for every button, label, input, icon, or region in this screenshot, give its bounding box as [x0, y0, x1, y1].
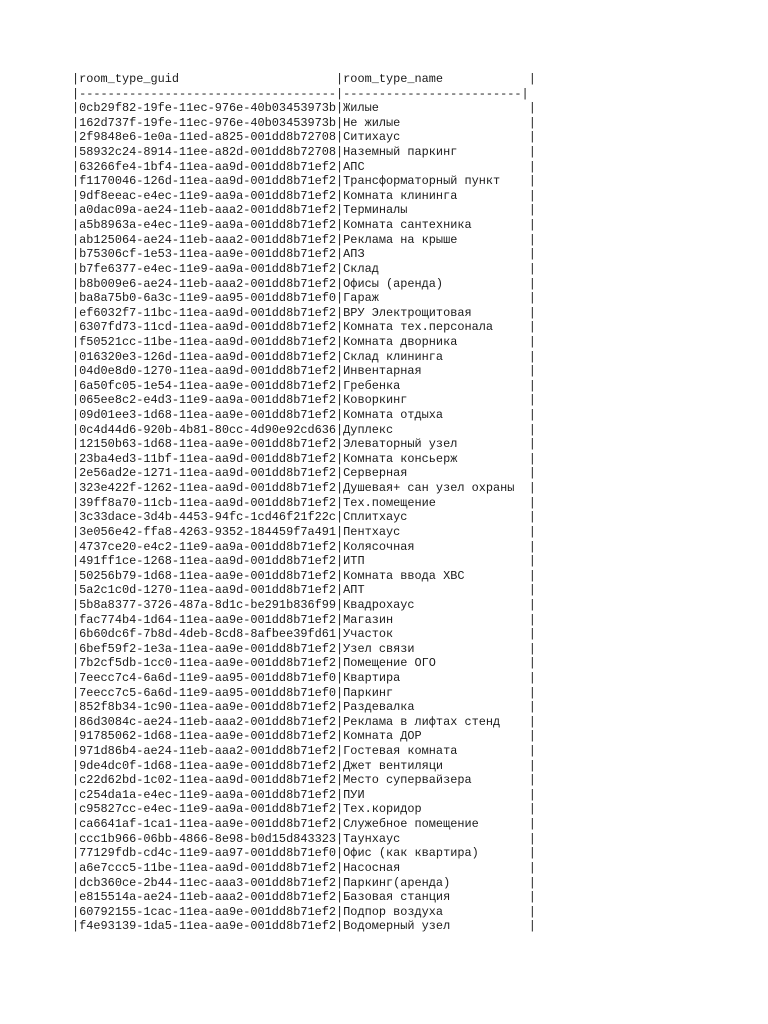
cell-room-type-guid: 162d737f-19fe-11ec-976e-40b03453973b — [79, 115, 337, 130]
cell-room-type-guid: e815514a-ae24-11eb-aaa2-001dd8b71ef2 — [79, 890, 337, 905]
table-row: |6b60dc6f-7b8d-4deb-8cd8-8afbee39fd61|Участок | — [72, 627, 536, 642]
cell-room-type-name: Пентхаус — [343, 524, 529, 539]
cell-room-type-name: Комната консьерж — [343, 451, 529, 466]
table-row: |7b2cf5db-1cc0-11ea-aa9e-001dd8b71ef2|Помещение ОГО | — [72, 656, 536, 671]
cell-room-type-guid: b75306cf-1e53-11ea-aa9e-001dd8b71ef2 — [79, 247, 337, 262]
cell-room-type-guid: 2f9848e6-1e0a-11ed-a825-001dd8b72708 — [79, 130, 337, 145]
cell-room-type-name: Квадрохаус — [343, 597, 529, 612]
table-row: |016320e3-126d-11ea-aa9d-001dd8b71ef2|Склад клининга | — [72, 349, 536, 364]
cell-room-type-guid: 852f8b34-1c90-11ea-aa9e-001dd8b71ef2 — [79, 700, 337, 715]
cell-room-type-guid: 9df8eeac-e4ec-11e9-aa9a-001dd8b71ef2 — [79, 188, 337, 203]
table-row: |7eecc7c4-6a6d-11e9-aa95-001dd8b71ef0|Квартира | — [72, 670, 536, 685]
column-header-name: room_type_name — [343, 72, 529, 86]
cell-room-type-name: Инвентарная — [343, 364, 529, 379]
cell-room-type-guid: 91785062-1d68-11ea-aa9e-001dd8b71ef2 — [79, 729, 337, 744]
cell-room-type-guid: 6bef59f2-1e3a-11ea-aa9e-001dd8b71ef2 — [79, 641, 337, 656]
table-row: |23ba4ed3-11bf-11ea-aa9d-001dd8b71ef2|Комната консьерж | — [72, 451, 536, 466]
cell-room-type-guid: c95827cc-e4ec-11e9-aa9a-001dd8b71ef2 — [79, 802, 337, 817]
cell-room-type-guid: 4737ce20-e4c2-11e9-aa9a-001dd8b71ef2 — [79, 539, 337, 554]
cell-room-type-name: Терминалы — [343, 203, 529, 218]
cell-room-type-name: АПТ — [343, 583, 529, 598]
cell-room-type-guid: 39ff8a70-11cb-11ea-aa9d-001dd8b71ef2 — [79, 495, 337, 510]
cell-room-type-name: ПУИ — [343, 787, 529, 802]
table-row: |3c33dace-3d4b-4453-94fc-1cd46f21f22c|Сплитхаус | — [72, 510, 536, 525]
cell-room-type-guid: 2e56ad2e-1271-11ea-aa9d-001dd8b71ef2 — [79, 466, 337, 481]
table-row: |9df8eeac-e4ec-11e9-aa9a-001dd8b71ef2|Комната клининга | — [72, 188, 536, 203]
column-header-guid: room_type_guid — [79, 72, 337, 86]
cell-room-type-name: Жилые — [343, 101, 529, 116]
cell-room-type-guid: ba8a75b0-6a3c-11e9-aa95-001dd8b71ef0 — [79, 291, 337, 306]
table-row: |9de4dc0f-1d68-11ea-aa9e-001dd8b71ef2|Джет вентиляци | — [72, 758, 536, 773]
cell-room-type-guid: 065ee8c2-e4d3-11e9-aa9a-001dd8b71ef2 — [79, 393, 337, 408]
cell-room-type-name: ВРУ Электрощитовая — [343, 305, 529, 320]
cell-room-type-name: Офисы (аренда) — [343, 276, 529, 291]
cell-room-type-name: Гостевая комната — [343, 744, 529, 759]
cell-room-type-guid: a0dac09a-ae24-11eb-aaa2-001dd8b71ef2 — [79, 203, 337, 218]
table-row: |162d737f-19fe-11ec-976e-40b03453973b|Не жилые | — [72, 115, 536, 130]
cell-room-type-name: Комната дворника — [343, 334, 529, 349]
cell-room-type-guid: 58932c24-8914-11ee-a82d-001dd8b72708 — [79, 145, 337, 160]
cell-room-type-guid: 5a2c1c0d-1270-11ea-aa9d-001dd8b71ef2 — [79, 583, 337, 598]
cell-room-type-name: Комната сантехника — [343, 218, 529, 233]
cell-room-type-guid: 7b2cf5db-1cc0-11ea-aa9e-001dd8b71ef2 — [79, 656, 337, 671]
cell-room-type-guid: f50521cc-11be-11ea-aa9d-001dd8b71ef2 — [79, 334, 337, 349]
table-row: |63266fe4-1bf4-11ea-aa9d-001dd8b71ef2|АПС | — [72, 159, 536, 174]
cell-room-type-name: Базовая станция — [343, 890, 529, 905]
cell-room-type-name: Комната ввода ХВС — [343, 568, 529, 583]
table-row: |5b8a8377-3726-487a-8d1c-be291b836f99|Квадрохаус | — [72, 597, 536, 612]
cell-room-type-name: Душевая+ сан узел охраны — [343, 481, 529, 496]
cell-room-type-name: Тех.коридор — [343, 802, 529, 817]
table-row: |b7fe6377-e4ec-11e9-aa9a-001dd8b71ef2|Склад | — [72, 261, 536, 276]
cell-room-type-name: Реклама в лифтах стенд — [343, 714, 529, 729]
cell-room-type-guid: 6b60dc6f-7b8d-4deb-8cd8-8afbee39fd61 — [79, 627, 337, 642]
table-row: |0cb29f82-19fe-11ec-976e-40b03453973b|Жилые | — [72, 101, 536, 116]
cell-room-type-name: Наземный паркинг — [343, 145, 529, 160]
cell-room-type-name: Насосная — [343, 860, 529, 875]
cell-room-type-guid: 0cb29f82-19fe-11ec-976e-40b03453973b — [79, 101, 337, 116]
table-row: |ca6641af-1ca1-11ea-aa9e-001dd8b71ef2|Служебное помещение | — [72, 817, 536, 832]
cell-room-type-name: Место супервайзера — [343, 773, 529, 788]
cell-room-type-name: Коворкинг — [343, 393, 529, 408]
table-row: |2f9848e6-1e0a-11ed-a825-001dd8b72708|Ситихаус | — [72, 130, 536, 145]
cell-room-type-guid: 23ba4ed3-11bf-11ea-aa9d-001dd8b71ef2 — [79, 451, 337, 466]
cell-room-type-guid: f4e93139-1da5-11ea-aa9e-001dd8b71ef2 — [79, 919, 337, 934]
cell-room-type-guid: b8b009e6-ae24-11eb-aaa2-001dd8b71ef2 — [79, 276, 337, 291]
table-header-separator: |------------------------------------|-------------------------| — [72, 86, 529, 101]
cell-room-type-guid: 3c33dace-3d4b-4453-94fc-1cd46f21f22c — [79, 510, 337, 525]
cell-room-type-name: Серверная — [343, 466, 529, 481]
table-row: |ab125064-ae24-11eb-aaa2-001dd8b71ef2|Реклама на крыше | — [72, 232, 536, 247]
cell-room-type-name: Магазин — [343, 612, 529, 627]
cell-room-type-name: ИТП — [343, 554, 529, 569]
table-row: |7eecc7c5-6a6d-11e9-aa95-001dd8b71ef0|Паркинг | — [72, 685, 536, 700]
table-row: |6307fd73-11cd-11ea-aa9d-001dd8b71ef2|Комната тех.персонала | — [72, 320, 536, 335]
table-row: |77129fdb-cd4c-11e9-aa97-001dd8b71ef0|Офис (как квартира) | — [72, 846, 536, 861]
cell-room-type-guid: a6e7ccc5-11be-11ea-aa9d-001dd8b71ef2 — [79, 860, 337, 875]
cell-room-type-guid: fac774b4-1d64-11ea-aa9e-001dd8b71ef2 — [79, 612, 337, 627]
cell-room-type-name: Помещение ОГО — [343, 656, 529, 671]
table-row: |f1170046-126d-11ea-aa9d-001dd8b71ef2|Трансформаторный пункт | — [72, 174, 536, 189]
cell-room-type-guid: 5b8a8377-3726-487a-8d1c-be291b836f99 — [79, 597, 337, 612]
table-row: |971d86b4-ae24-11eb-aaa2-001dd8b71ef2|Гостевая комната | — [72, 744, 536, 759]
cell-room-type-guid: 77129fdb-cd4c-11e9-aa97-001dd8b71ef0 — [79, 846, 337, 861]
table-row: |60792155-1cac-11ea-aa9e-001dd8b71ef2|Подпор воздуха | — [72, 904, 536, 919]
cell-room-type-guid: ccc1b966-06bb-4866-8e98-b0d15d843323 — [79, 831, 337, 846]
cell-room-type-guid: ca6641af-1ca1-11ea-aa9e-001dd8b71ef2 — [79, 817, 337, 832]
cell-room-type-guid: 63266fe4-1bf4-11ea-aa9d-001dd8b71ef2 — [79, 159, 337, 174]
cell-room-type-name: Комната тех.персонала — [343, 320, 529, 335]
table-row: |5a2c1c0d-1270-11ea-aa9d-001dd8b71ef2|АПТ | — [72, 583, 536, 598]
table-row: |323e422f-1262-11ea-aa9d-001dd8b71ef2|Душевая+ сан узел охраны | — [72, 481, 536, 496]
table-header-row: |room_type_guid |room_type_name | — [72, 72, 536, 86]
table-row: |86d3084c-ae24-11eb-aaa2-001dd8b71ef2|Реклама в лифтах стенд | — [72, 714, 536, 729]
table-row: |c95827cc-e4ec-11e9-aa9a-001dd8b71ef2|Тех.коридор | — [72, 802, 536, 817]
table-row: |065ee8c2-e4d3-11e9-aa9a-001dd8b71ef2|Коворкинг | — [72, 393, 536, 408]
table-row: |fac774b4-1d64-11ea-aa9e-001dd8b71ef2|Магазин | — [72, 612, 536, 627]
cell-room-type-guid: 6a50fc05-1e54-11ea-aa9e-001dd8b71ef2 — [79, 378, 337, 393]
cell-room-type-name: АПЗ — [343, 247, 529, 262]
cell-room-type-name: Тех.помещение — [343, 495, 529, 510]
table-row: |a6e7ccc5-11be-11ea-aa9d-001dd8b71ef2|Насосная | — [72, 860, 536, 875]
cell-room-type-name: Колясочная — [343, 539, 529, 554]
cell-room-type-name: Трансформаторный пункт — [343, 174, 529, 189]
table-row: |58932c24-8914-11ee-a82d-001dd8b72708|Наземный паркинг | — [72, 145, 536, 160]
table-row: |4737ce20-e4c2-11e9-aa9a-001dd8b71ef2|Колясочная | — [72, 539, 536, 554]
cell-room-type-name: Подпор воздуха — [343, 904, 529, 919]
cell-room-type-name: Гребенка — [343, 378, 529, 393]
table-row: |6bef59f2-1e3a-11ea-aa9e-001dd8b71ef2|Узел связи | — [72, 641, 536, 656]
table-row: |91785062-1d68-11ea-aa9e-001dd8b71ef2|Комната ДОР | — [72, 729, 536, 744]
cell-room-type-name: Комната ДОР — [343, 729, 529, 744]
cell-room-type-name: Паркинг — [343, 685, 529, 700]
cell-room-type-name: Дуплекс — [343, 422, 529, 437]
table-row: |e815514a-ae24-11eb-aaa2-001dd8b71ef2|Базовая станция | — [72, 890, 536, 905]
cell-room-type-guid: 60792155-1cac-11ea-aa9e-001dd8b71ef2 — [79, 904, 337, 919]
table-row: |3e056e42-ffa8-4263-9352-184459f7a491|Пентхаус | — [72, 524, 536, 539]
cell-room-type-guid: c254da1a-e4ec-11e9-aa9a-001dd8b71ef2 — [79, 787, 337, 802]
table-row: |12150b63-1d68-11ea-aa9e-001dd8b71ef2|Элеваторный узел | — [72, 437, 536, 452]
cell-room-type-name: Квартира — [343, 670, 529, 685]
cell-room-type-name: Не жилые — [343, 115, 529, 130]
cell-room-type-name: Склад — [343, 261, 529, 276]
cell-room-type-name: Элеваторный узел — [343, 437, 529, 452]
cell-room-type-name: Паркинг(аренда) — [343, 875, 529, 890]
cell-room-type-guid: c22d62bd-1c02-11ea-aa9d-001dd8b71ef2 — [79, 773, 337, 788]
table-row: |f4e93139-1da5-11ea-aa9e-001dd8b71ef2|Водомерный узел | — [72, 919, 536, 934]
cell-room-type-guid: 6307fd73-11cd-11ea-aa9d-001dd8b71ef2 — [79, 320, 337, 335]
cell-room-type-name: Гараж — [343, 291, 529, 306]
table-row: |b75306cf-1e53-11ea-aa9e-001dd8b71ef2|АПЗ | — [72, 247, 536, 262]
cell-room-type-guid: 50256b79-1d68-11ea-aa9e-001dd8b71ef2 — [79, 568, 337, 583]
cell-room-type-guid: b7fe6377-e4ec-11e9-aa9a-001dd8b71ef2 — [79, 261, 337, 276]
cell-room-type-name: Офис (как квартира) — [343, 846, 529, 861]
cell-room-type-guid: 0c4d44d6-920b-4b81-80cc-4d90e92cd636 — [79, 422, 337, 437]
cell-room-type-guid: f1170046-126d-11ea-aa9d-001dd8b71ef2 — [79, 174, 337, 189]
room-type-table — [72, 72, 536, 934]
table-row: |c254da1a-e4ec-11e9-aa9a-001dd8b71ef2|ПУИ | — [72, 787, 536, 802]
cell-room-type-guid: 9de4dc0f-1d68-11ea-aa9e-001dd8b71ef2 — [79, 758, 337, 773]
cell-room-type-guid: 971d86b4-ae24-11eb-aaa2-001dd8b71ef2 — [79, 744, 337, 759]
cell-room-type-name: Склад клининга — [343, 349, 529, 364]
table-row: |ba8a75b0-6a3c-11e9-aa95-001dd8b71ef0|Гараж | — [72, 291, 536, 306]
table-row: |2e56ad2e-1271-11ea-aa9d-001dd8b71ef2|Серверная | — [72, 466, 536, 481]
cell-room-type-name: Джет вентиляци — [343, 758, 529, 773]
table-row: |39ff8a70-11cb-11ea-aa9d-001dd8b71ef2|Тех.помещение | — [72, 495, 536, 510]
cell-room-type-guid: 04d0e8d0-1270-11ea-aa9d-001dd8b71ef2 — [79, 364, 337, 379]
table-row: |09d01ee3-1d68-11ea-aa9e-001dd8b71ef2|Комната отдыха | — [72, 408, 536, 423]
table-row: |c22d62bd-1c02-11ea-aa9d-001dd8b71ef2|Место супервайзера | — [72, 773, 536, 788]
table-row: |04d0e8d0-1270-11ea-aa9d-001dd8b71ef2|Инвентарная | — [72, 364, 536, 379]
table-row: |ef6032f7-11bc-11ea-aa9d-001dd8b71ef2|ВРУ Электрощитовая | — [72, 305, 536, 320]
cell-room-type-name: Сплитхаус — [343, 510, 529, 525]
table-row: |a0dac09a-ae24-11eb-aaa2-001dd8b71ef2|Терминалы | — [72, 203, 536, 218]
table-row: |ccc1b966-06bb-4866-8e98-b0d15d843323|Таунхаус | — [72, 831, 536, 846]
cell-room-type-guid: 491ff1ce-1268-11ea-aa9d-001dd8b71ef2 — [79, 554, 337, 569]
table-row: |a5b8963a-e4ec-11e9-aa9a-001dd8b71ef2|Комната сантехника | — [72, 218, 536, 233]
cell-room-type-name: АПС — [343, 159, 529, 174]
table-row: |f50521cc-11be-11ea-aa9d-001dd8b71ef2|Комната дворника | — [72, 334, 536, 349]
cell-room-type-guid: a5b8963a-e4ec-11e9-aa9a-001dd8b71ef2 — [79, 218, 337, 233]
cell-room-type-guid: ef6032f7-11bc-11ea-aa9d-001dd8b71ef2 — [79, 305, 337, 320]
cell-room-type-name: Раздевалка — [343, 700, 529, 715]
cell-room-type-name: Комната клининга — [343, 188, 529, 203]
table-row: |852f8b34-1c90-11ea-aa9e-001dd8b71ef2|Раздевалка | — [72, 700, 536, 715]
cell-room-type-name: Комната отдыха — [343, 408, 529, 423]
table-row: |491ff1ce-1268-11ea-aa9d-001dd8b71ef2|ИТП | — [72, 554, 536, 569]
cell-room-type-name: Узел связи — [343, 641, 529, 656]
cell-room-type-guid: ab125064-ae24-11eb-aaa2-001dd8b71ef2 — [79, 232, 337, 247]
table-row: |dcb360ce-2b44-11ec-aaa3-001dd8b71ef2|Паркинг(аренда) | — [72, 875, 536, 890]
table-row: |50256b79-1d68-11ea-aa9e-001dd8b71ef2|Комната ввода ХВС | — [72, 568, 536, 583]
cell-room-type-name: Водомерный узел — [343, 919, 529, 934]
cell-room-type-name: Служебное помещение — [343, 817, 529, 832]
cell-room-type-name: Таунхаус — [343, 831, 529, 846]
cell-room-type-guid: 86d3084c-ae24-11eb-aaa2-001dd8b71ef2 — [79, 714, 337, 729]
cell-room-type-name: Ситихаус — [343, 130, 529, 145]
table-row: |6a50fc05-1e54-11ea-aa9e-001dd8b71ef2|Гребенка | — [72, 378, 536, 393]
cell-room-type-name: Реклама на крыше — [343, 232, 529, 247]
cell-room-type-guid: 323e422f-1262-11ea-aa9d-001dd8b71ef2 — [79, 481, 337, 496]
cell-room-type-guid: 7eecc7c5-6a6d-11e9-aa95-001dd8b71ef0 — [79, 685, 337, 700]
cell-room-type-guid: 3e056e42-ffa8-4263-9352-184459f7a491 — [79, 524, 337, 539]
cell-room-type-guid: dcb360ce-2b44-11ec-aaa3-001dd8b71ef2 — [79, 875, 337, 890]
cell-room-type-guid: 09d01ee3-1d68-11ea-aa9e-001dd8b71ef2 — [79, 408, 337, 423]
cell-room-type-guid: 12150b63-1d68-11ea-aa9e-001dd8b71ef2 — [79, 437, 337, 452]
cell-room-type-guid: 7eecc7c4-6a6d-11e9-aa95-001dd8b71ef0 — [79, 670, 337, 685]
cell-room-type-name: Участок — [343, 627, 529, 642]
cell-room-type-guid: 016320e3-126d-11ea-aa9d-001dd8b71ef2 — [79, 349, 337, 364]
table-row: |b8b009e6-ae24-11eb-aaa2-001dd8b71ef2|Офисы (аренда) | — [72, 276, 536, 291]
table-row: |0c4d44d6-920b-4b81-80cc-4d90e92cd636|Дуплекс | — [72, 422, 536, 437]
